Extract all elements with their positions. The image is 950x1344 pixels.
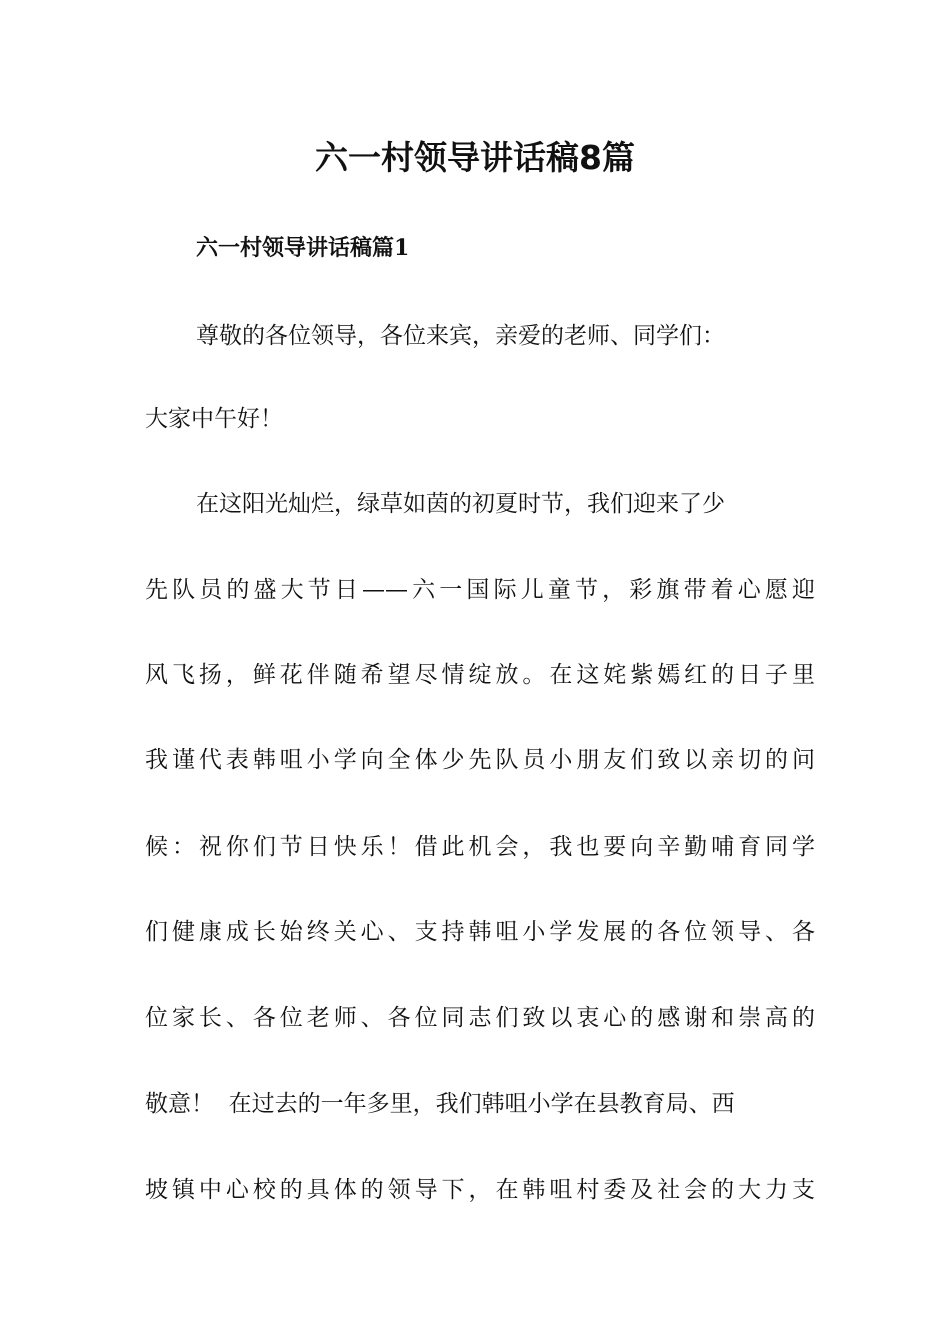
text-line: 敬意！ 在过去的一年多里，我们韩咀小学在县教育局、西 (145, 1091, 735, 1117)
text-line: 风飞扬，鲜花伴随希望尽情绽放。在这姹紫嫣红的日子里 (145, 662, 815, 688)
text-line: 们健康成长始终关心、支持韩咀小学发展的各位领导、各 (145, 919, 815, 945)
section-heading: 六一村领导讲话稿篇1 (196, 235, 410, 261)
text-line: 我谨代表韩咀小学向全体少先队员小朋友们致以亲切的问 (145, 747, 815, 773)
text-line: 先队员的盛大节日——六一国际儿童节，彩旗带着心愿迎 (145, 577, 815, 603)
text-line-salutation: 大家中午好！ (145, 406, 283, 432)
text-line: 坡镇中心校的具体的领导下，在韩咀村委及社会的大力支 (145, 1177, 815, 1203)
text-line: 在这阳光灿烂，绿草如茵的初夏时节，我们迎来了少 (196, 491, 725, 517)
document-title: 六一村领导讲话稿8篇 (315, 138, 635, 177)
text-line: 位家长、各位老师、各位同志们致以衷心的感谢和崇高的 (145, 1005, 815, 1031)
text-line: 候：祝你们节日快乐！借此机会，我也要向辛勤哺育同学 (145, 834, 815, 860)
text-line-greeting: 尊敬的各位领导，各位来宾，亲爱的老师、同学们： (196, 323, 725, 349)
